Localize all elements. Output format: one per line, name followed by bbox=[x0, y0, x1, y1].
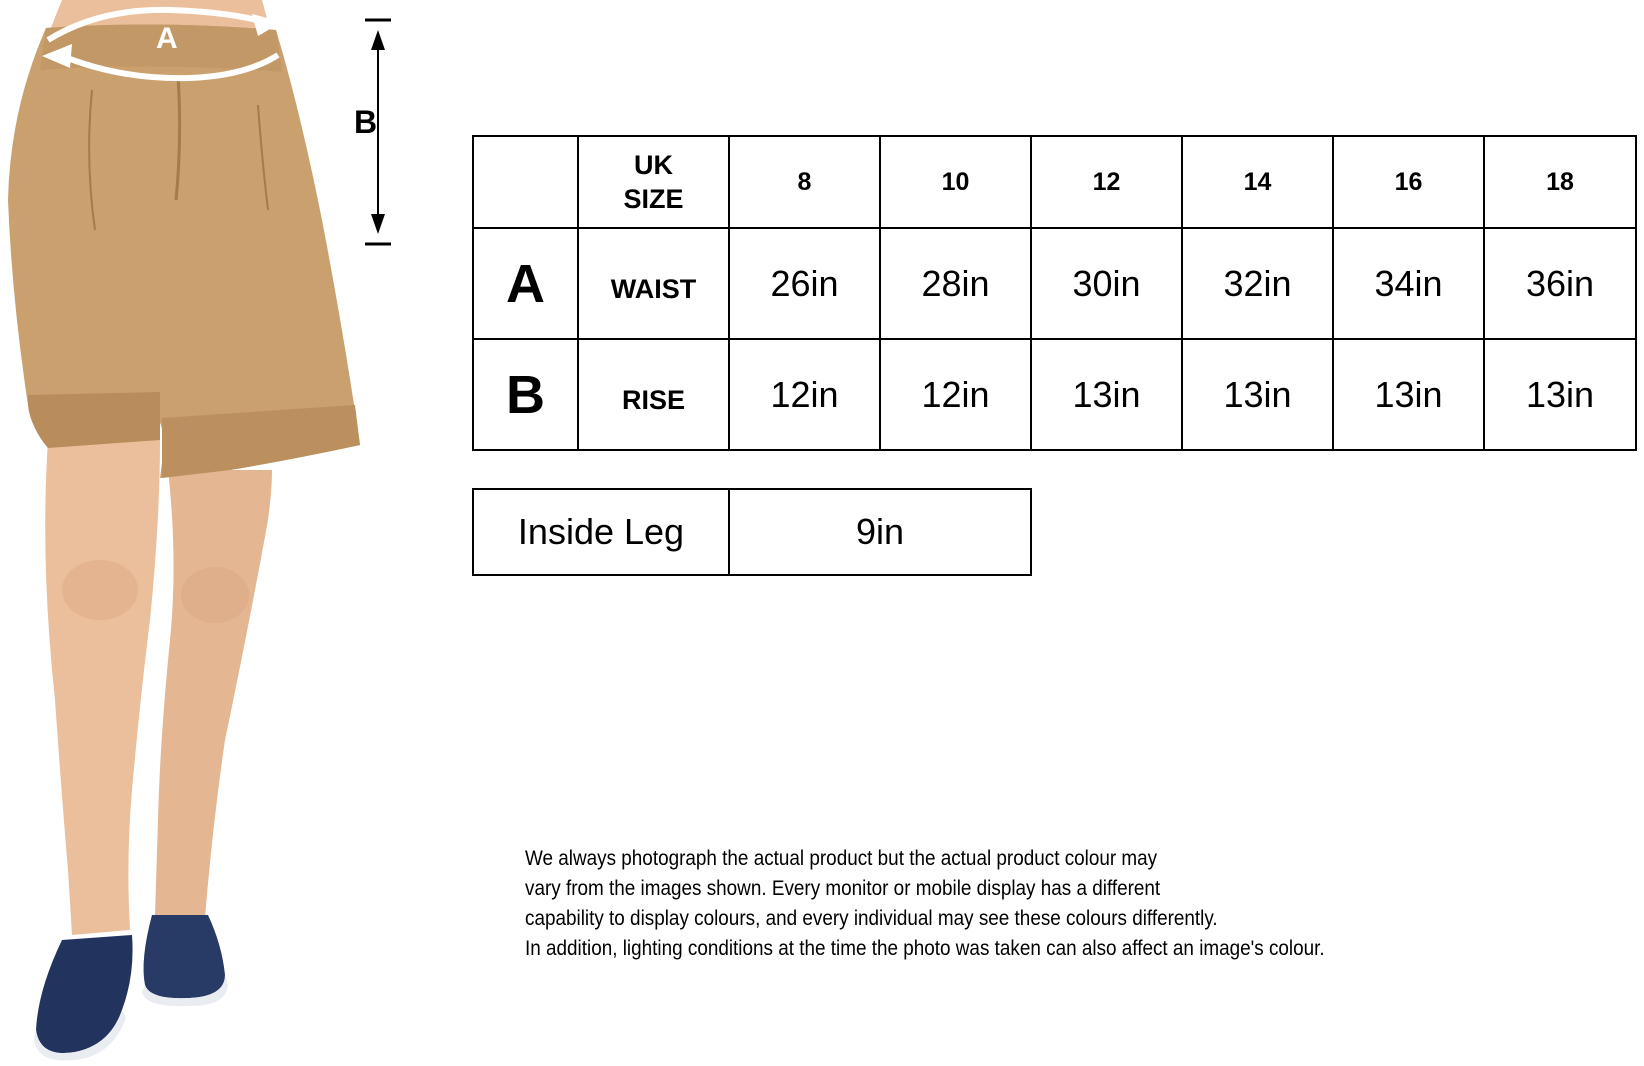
left-cuff bbox=[28, 392, 160, 448]
size-header-cell: 8 bbox=[729, 136, 880, 228]
disclaimer-line: We always photograph the actual product but the actual product colour may bbox=[525, 847, 1158, 870]
measurement-cell: 13in bbox=[1182, 339, 1333, 450]
measurement-cell: 13in bbox=[1031, 339, 1182, 450]
size-header-row bbox=[473, 136, 1636, 228]
uk-size-header-line1: UK bbox=[634, 150, 673, 180]
rise-arrowhead-up bbox=[371, 30, 385, 50]
right-leg bbox=[155, 470, 272, 918]
left-shoe bbox=[36, 935, 133, 1053]
rise-marker-label: B bbox=[354, 104, 378, 140]
measurement-cell: 13in bbox=[1333, 339, 1484, 450]
inside-leg-label: Inside Leg bbox=[473, 489, 729, 575]
shorts-model-illustration bbox=[0, 0, 400, 1066]
measurement-cell: 34in bbox=[1333, 228, 1484, 339]
waist-row bbox=[473, 228, 1636, 339]
row-measurement-name: WAIST bbox=[578, 228, 729, 339]
inside-leg-table bbox=[472, 488, 1032, 576]
left-leg bbox=[45, 440, 160, 935]
size-header-cell: 14 bbox=[1182, 136, 1333, 228]
corner-cell bbox=[473, 136, 578, 228]
size-header-cell: 16 bbox=[1333, 136, 1484, 228]
measurement-cell: 30in bbox=[1031, 228, 1182, 339]
disclaimer-line: capability to display colours, and every individual may see these colours differently. bbox=[525, 907, 1218, 930]
waist-marker-label: A bbox=[156, 22, 178, 55]
measurement-cell: 13in bbox=[1484, 339, 1636, 450]
size-chart-table bbox=[472, 135, 1637, 451]
row-measurement-name: RISE bbox=[578, 339, 729, 450]
uk-size-header bbox=[578, 136, 729, 228]
measurement-cell: 28in bbox=[880, 228, 1031, 339]
inside-leg-value: 9in bbox=[729, 489, 1031, 575]
uk-size-header-line2: SIZE bbox=[623, 184, 684, 214]
left-knee-shade bbox=[62, 560, 138, 620]
right-shoe bbox=[144, 915, 225, 998]
inside-leg-row bbox=[473, 489, 1031, 575]
measurement-cell: 12in bbox=[880, 339, 1031, 450]
size-header-cell: 18 bbox=[1484, 136, 1636, 228]
measurement-cell: 32in bbox=[1182, 228, 1333, 339]
right-knee-shade bbox=[181, 567, 249, 623]
disclaimer-line: In addition, lighting conditions at the time the photo was taken can also affect an image's colour. bbox=[525, 937, 1325, 960]
row-letter: A bbox=[473, 228, 578, 339]
colour-disclaimer bbox=[525, 844, 1461, 964]
size-header-cell: 12 bbox=[1031, 136, 1182, 228]
rise-arrowhead-down bbox=[371, 214, 385, 234]
measurement-cell: 26in bbox=[729, 228, 880, 339]
measurement-cell: 12in bbox=[729, 339, 880, 450]
size-header-cell: 10 bbox=[880, 136, 1031, 228]
row-letter: B bbox=[473, 339, 578, 450]
disclaimer-line: vary from the images shown. Every monitor or mobile display has a different bbox=[525, 877, 1161, 900]
rise-row bbox=[473, 339, 1636, 450]
measurement-cell: 36in bbox=[1484, 228, 1636, 339]
